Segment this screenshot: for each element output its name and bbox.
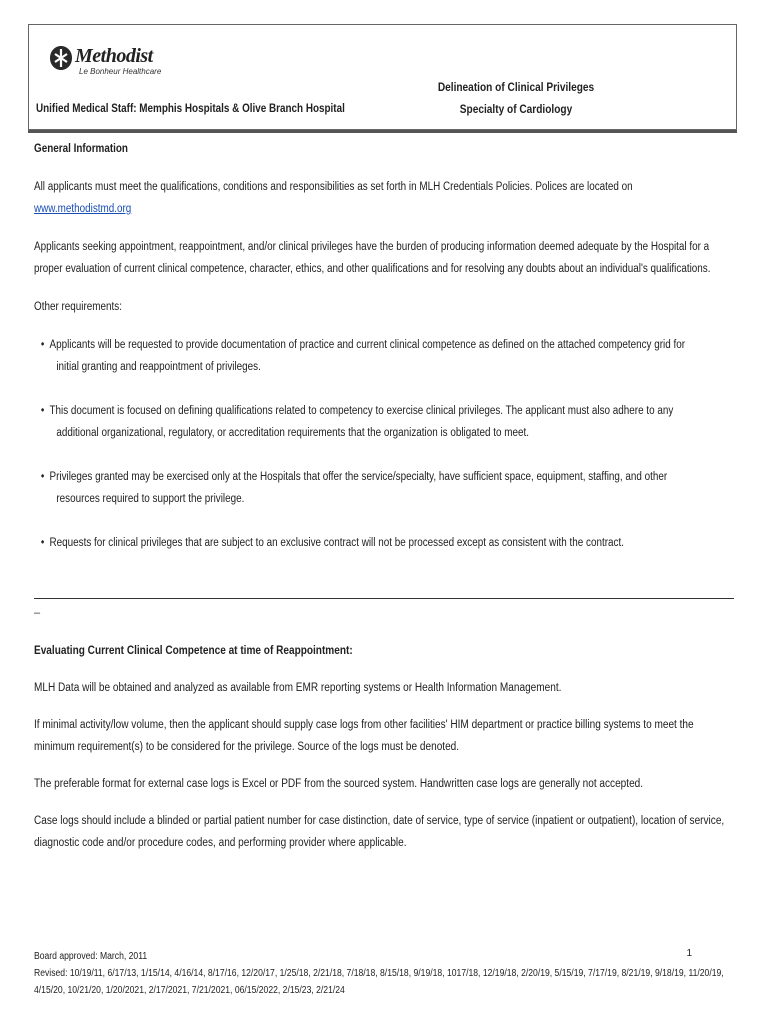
board-approved-date: Board approved: March, 2011 (34, 951, 148, 962)
evaluating-heading: Evaluating Current Clinical Competence at time of Reappointment: (34, 645, 353, 657)
main-content (34, 140, 734, 554)
document-header (28, 24, 737, 130)
logo-tagline: Le Bonheur Healthcare (79, 67, 162, 76)
general-paragraph-1 (34, 176, 734, 220)
requirement-bullet-3: • Privileges granted may be exercised only at the Hospitals that offer the service/specialty, have sufficient space, equipment, staffing, and other resources required to support the privilege. (34, 466, 734, 510)
evaluating-paragraph-3: The preferable format for external case logs is Excel or PDF from the sourced system. Handwritten case logs are generally not accepted. (34, 778, 644, 790)
bullet-icon: • (40, 471, 45, 483)
bullet-icon: • (40, 339, 45, 351)
methodist-logo-icon (49, 45, 73, 71)
title-line-2: Specialty of Cardiology (459, 104, 573, 116)
general-paragraph-2: Applicants seeking appointment, reappointment, and/or clinical privileges have the burden of producing information deemed adequate by the Hospital for a proper evaluation of current clinical competence, character, ethics, and other qualifications and for resolving any doubts about an individual's qualifications. (34, 241, 711, 275)
page-number: 1 (686, 948, 692, 959)
divider-continuation: – (34, 607, 41, 619)
bullet-icon: • (40, 405, 45, 417)
bullet-icon: • (40, 537, 45, 549)
organization-line: Unified Medical Staff: Memphis Hospitals & Olive Branch Hospital (36, 103, 345, 115)
requirement-bullet-2: • This document is focused on defining qualifications related to competency to exercise clinical privileges. The applicant must also adhere to any additional organizational, regulatory, or accreditation requirements that the organization is obligated to meet. (34, 400, 734, 444)
methodist-logo (49, 43, 199, 83)
evaluating-paragraph-2: If minimal activity/low volume, then the applicant should supply case logs from other facilities' HIM department or practice billing systems to meet the minimum requirement(s) to be considered for the privilege. Source of the logs must be denoted. (34, 719, 694, 753)
evaluating-paragraph-1: MLH Data will be obtained and analyzed as available from EMR reporting systems or Health Information Management. (34, 682, 562, 694)
methodistmd-link[interactable]: www.methodistmd.org (34, 203, 132, 215)
evaluating-paragraph-4: Case logs should include a blinded or partial patient number for case distinction, date of service, type of service (inpatient or outpatient), location of service, diagnostic code and/or procedure codes, and performing provider where applicable. (34, 815, 725, 849)
document-footer (34, 948, 734, 999)
requirement-bullet-4: • Requests for clinical privileges that are subject to an exclusive contract will not be processed except as consistent with the contract. (34, 532, 734, 554)
revision-dates: Revised: 10/19/11, 6/17/13, 1/15/14, 4/16/14, 8/17/16, 12/20/17, 1/25/18, 2/21/18, 7/18/18, 8/15/18, 9/19/18, 1017/18, 12/19/18, 2/20/19, 5/15/19, 7/17/19, 8/21/19, 9/18/19, 11/20/19, 4/15/20, 10/21/20, 1/20/2021, 2/17/2021, 7/21/2021, 06/15/2022, 2/15/23, 2/21/24 (34, 968, 724, 996)
requirement-bullet-1: • Applicants will be requested to provide documentation of practice and current clinical competence as defined on the attached competency grid for initial granting and reappointment of privileges. (34, 334, 734, 378)
evaluating-section (34, 640, 734, 854)
header-rule (28, 130, 737, 133)
section-divider (34, 598, 734, 599)
policies-text: All applicants must meet the qualifications, conditions and responsibilities as set forth in MLH Credentials Policies. Polices are located on (34, 181, 633, 193)
other-requirements-label: Other requirements: (34, 301, 122, 313)
title-line-1: Delineation of Clinical Privileges (437, 82, 595, 94)
document-title (386, 77, 646, 121)
general-information-heading: General Information (34, 143, 128, 155)
logo-wordmark: Methodist (75, 45, 153, 67)
